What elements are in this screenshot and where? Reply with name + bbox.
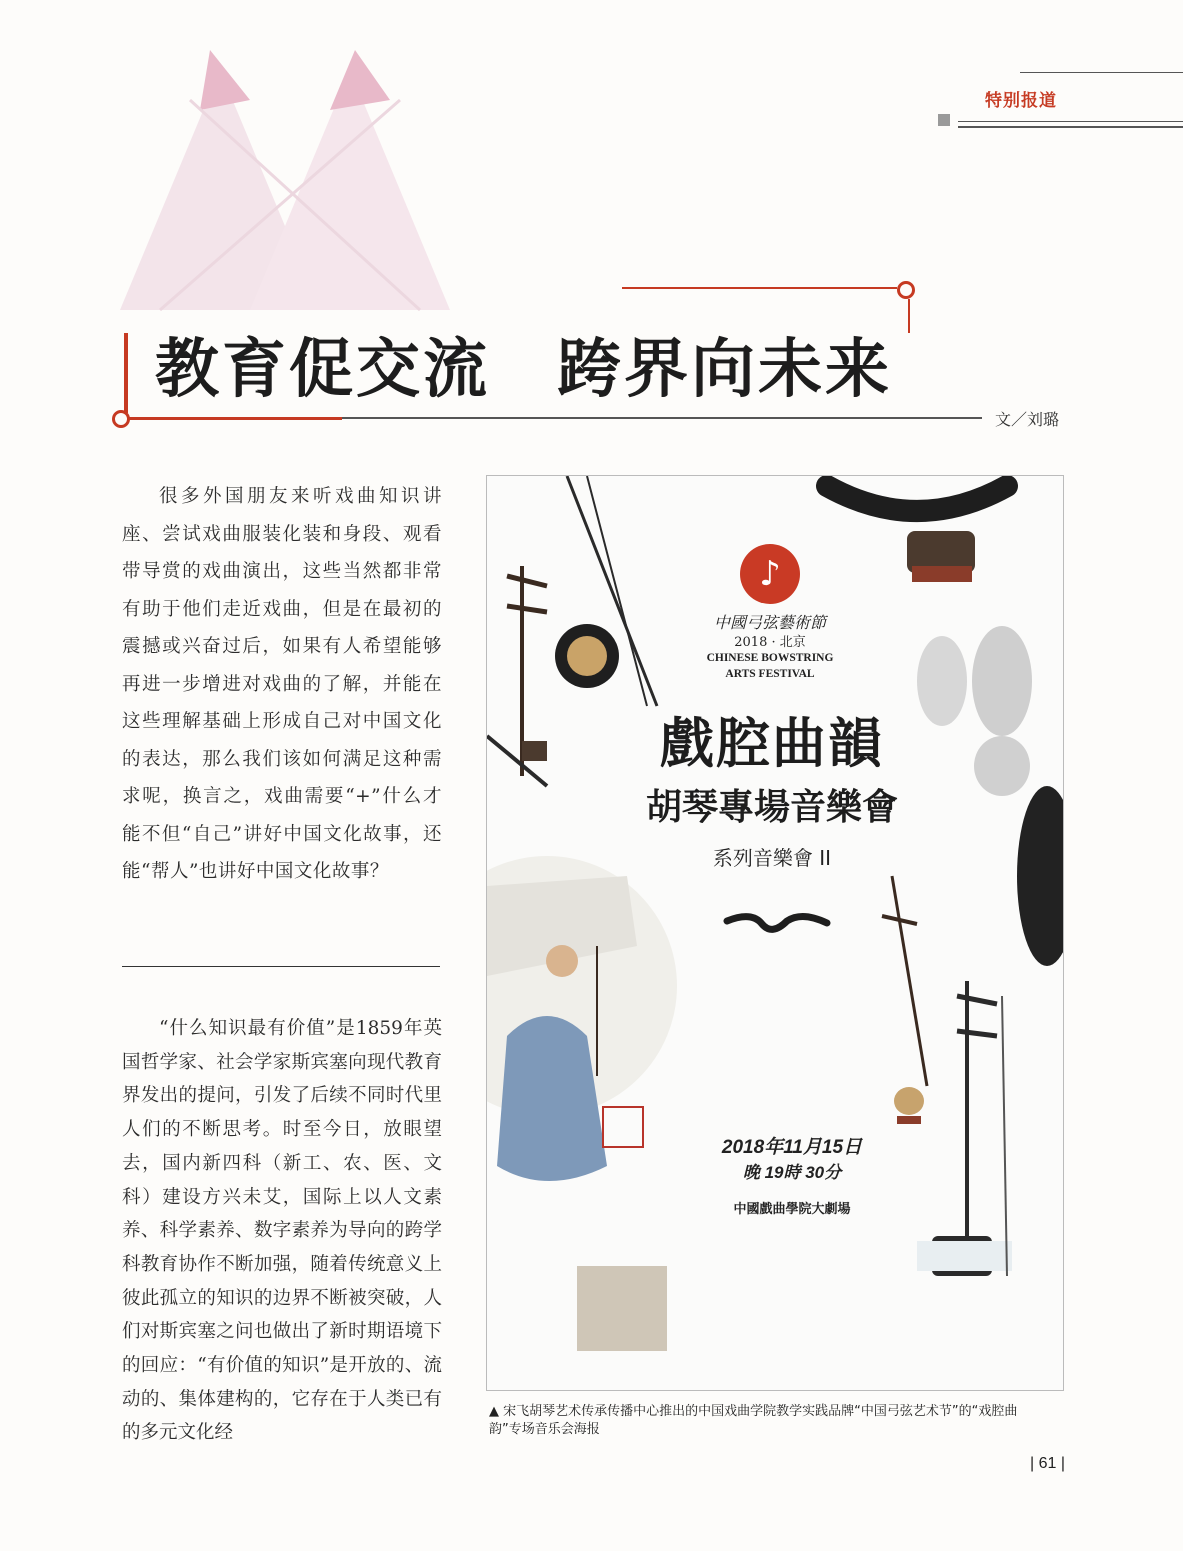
tag-bottom-rule: [958, 121, 1183, 128]
title-top-rule-drop: [908, 299, 910, 333]
poster-series: 系列音樂會 II: [712, 846, 832, 870]
section-tag: 特别报道: [985, 91, 1057, 111]
poster-festival-name-en-line2: ARTS FESTIVAL: [725, 668, 815, 680]
caption-text: 宋飞胡琴艺术传承传播中心推出的中国戏曲学院教学实践品牌“中国弓弦艺术节”的“戏腔曲韵”专场音乐会海报: [489, 1404, 1018, 1437]
title-top-rule: [622, 287, 897, 289]
poster-time: 晚 19時 30分: [742, 1163, 842, 1182]
poster-festival-name-en-line1: CHINESE BOWSTRING: [706, 652, 834, 664]
poster-year-city: 2018 · 北京: [734, 635, 806, 650]
festival-logo-glyph: ♪: [759, 554, 781, 594]
body-paragraph: “什么知识最有价值”是1859年英国哲学家、社会学家斯宾塞向现代教育界发出的提问，引发了后续不同时代里人们的不断思考。时至今日，放眼望去，国内新四科（新工、农、医、文科）建设方兴未艾，国际上以人文素养、科学素养、数字素养为导向的跨学科教育协作不断加强，随着传统意义上彼此孤立的知识的边界不断被突破，人们对斯宾塞之问也做出了新时期语境下的回应：“有价值的知识”是开放的、流动的、集体建构的，它存在于人类已有的多元文化经: [122, 1018, 442, 1444]
poster-caption: [489, 1403, 1049, 1439]
byline: 文／刘璐: [995, 410, 1060, 429]
decorative-pennant-flags: [100, 40, 480, 320]
page-number: | 61 |: [1030, 1455, 1065, 1472]
title-ring-ornament-left: [112, 410, 130, 428]
title-bottom-rule-accent: [122, 417, 342, 420]
concert-poster: [486, 475, 1064, 1391]
poster-subtitle: 胡琴專場音樂會: [645, 786, 898, 828]
poster-festival-name-cn: 中國弓弦藝術節: [713, 613, 826, 632]
intro-paragraph: 很多外国朋友来听戏曲知识讲座、尝试戏曲服装化装和身段、观看带导赏的戏曲演出，这些当然都非常有助于他们走近戏曲，但是在最初的震撼或兴奋过后，如果有人希望能够再进一步增进对戏曲的了解，并能在这些理解基础上形成自己对中国文化的表达，那么我们该如何满足这种需求呢，换言之，戏曲需要“+”什么才能不但“自己”讲好中国文化故事，还能“帮人”也讲好中国文化故事？: [122, 486, 442, 882]
tag-square-marker: [938, 114, 950, 126]
section-divider: [122, 966, 440, 967]
caption-marker: ▲: [489, 1404, 499, 1419]
poster-venue: 中國戲曲學院大劇場: [733, 1202, 851, 1217]
title-left-bar: [124, 333, 128, 413]
red-seal-stamp: [602, 1106, 644, 1148]
page-title: 教育促交流 跨界向未来: [155, 332, 892, 407]
poster-date: 2018年11月15日: [721, 1137, 863, 1158]
title-ring-ornament: [897, 281, 915, 299]
poster-title: 戲腔曲韻: [660, 711, 884, 775]
tag-top-rule: [1020, 72, 1183, 73]
